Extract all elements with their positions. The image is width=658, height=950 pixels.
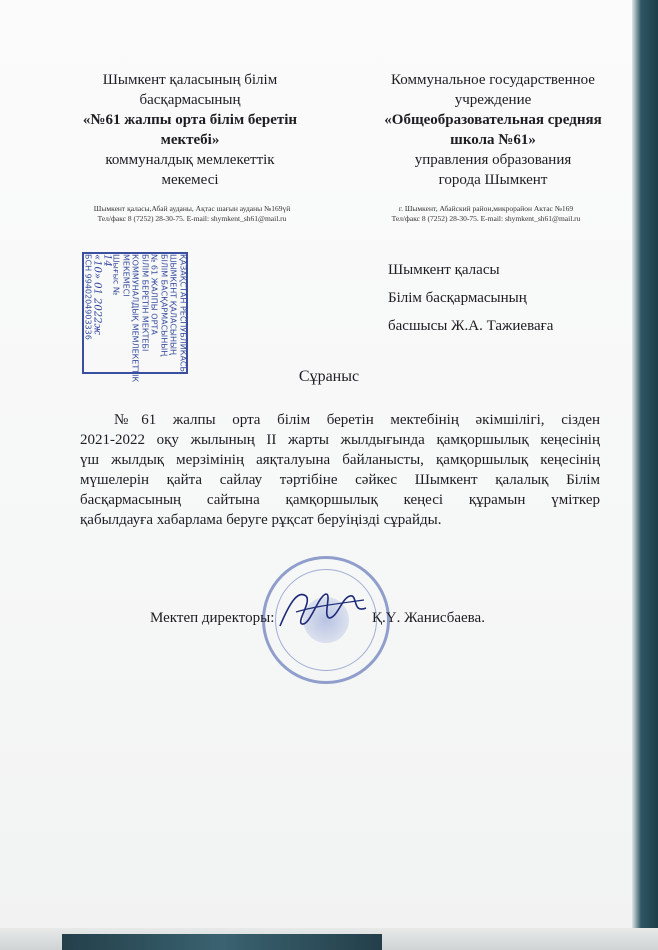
body-line-3: үш жылдық мерзімінің аяқталуына байланысты, қамқоршылық кеңесінің xyxy=(80,452,600,468)
body-text xyxy=(80,410,600,530)
stamp-line-2: ШЫМКЕНТ ҚАЛАСЫНЫҢ xyxy=(168,254,178,356)
address-right: г. Шымкент, Абайский район,микрорайон Актас №169 xyxy=(398,204,574,213)
background-edge xyxy=(632,0,658,950)
header-left-line-2: басқармасының xyxy=(139,92,241,108)
body-line-4: мүшелерін қайта сайлау тәртібіне сәйкес Шымкент қалалық Білім xyxy=(80,472,600,488)
header-right-school-name-2: школа №61» xyxy=(450,132,536,148)
stamp-outgoing-label: Шығыс № xyxy=(111,254,121,296)
header-left-line-6: мекемесі xyxy=(161,172,219,188)
stamp-line-1: ҚАЗАҚСТАН РЕСПУБЛИКАСЫ xyxy=(178,254,188,374)
stamp-line-4: № 61 ЖАЛПЫ ОРТА xyxy=(149,254,159,335)
header-right-line-6: города Шымкент xyxy=(438,172,548,188)
document-title: Сұраныс xyxy=(298,368,360,385)
header-right-school-name: «Общеобразовательная средняя xyxy=(384,112,602,128)
director-signature xyxy=(276,582,372,640)
background-bottom xyxy=(0,928,658,950)
header-left-line-1: Шымкент қаласының білім xyxy=(102,72,278,88)
stamp-line-5: БІЛІМ БЕРЕТІН МЕКТЕБІ xyxy=(140,254,150,352)
stamp-bin: БСН 9940204903336 xyxy=(83,254,93,340)
stamp-date: «10» 01 2022ж xyxy=(91,254,103,335)
phone-left: Тел/факс 8 (7252) 28-30-75. E-mail: shymkent_sh61@mail.ru xyxy=(97,214,287,223)
header-left-school-name: «№61 жалпы орта білім беретін xyxy=(82,112,298,128)
recipient-line-1: Шымкент қаласы xyxy=(388,262,500,278)
address-russian xyxy=(386,204,586,224)
body-line-1: №61 жалпы орта білім беретін мектебінің әкімшілігі, сізден xyxy=(114,412,600,428)
body-line-2: 2021-2022 оқу жылының ІІ жарты жылдығында қамқоршылық кеңесінің xyxy=(80,432,600,448)
stamp-line-6: КОММУНАЛДЫҚ МЕМЛЕКЕТТІК xyxy=(130,254,140,383)
header-right-line-2: учреждение xyxy=(454,92,532,108)
header-left-line-5: коммуналдық мемлекеттік xyxy=(105,152,275,168)
signature-label: Мектеп директоры: xyxy=(150,610,275,626)
recipient-block xyxy=(388,256,608,340)
header-left-school-name-2: мектебі» xyxy=(160,132,220,148)
stamp-line-3: БІЛІМ БАСҚАРМАСЫНЫҢ xyxy=(159,254,169,357)
address-kazakh xyxy=(86,204,298,224)
header-right-line-1: Коммунальное государственное xyxy=(391,72,595,88)
header-russian xyxy=(368,70,618,190)
body-line-6: қабылдауға хабарлама беруге рұқсат беруіңізді сұрайды. xyxy=(80,512,442,528)
body-line-5: басқармасының сайтына қамқоршылық кеңесі құрамын үміткер xyxy=(80,492,600,508)
recipient-line-2: Білім басқармасының xyxy=(388,290,527,306)
stamp-line-7: МЕКЕМЕСІ xyxy=(121,254,131,297)
address-left: Шымкент қаласы,Абай ауданы, Ақтас шағын ауданы №169үй xyxy=(93,204,291,213)
recipient-line-3: басшысы Ж.А. Тажиеваға xyxy=(388,318,554,334)
director-name: Қ.Ү. Жанисбаева. xyxy=(372,610,485,626)
stamp-outgoing-number: 14 xyxy=(101,254,113,267)
registration-stamp xyxy=(82,252,188,383)
header-right-line-5: управления образования xyxy=(414,152,572,168)
phone-right: Тел/факс 8 (7252) 28-30-75. E-mail: shymkent_sh61@mail.ru xyxy=(391,214,581,223)
header-kazakh xyxy=(74,70,306,190)
